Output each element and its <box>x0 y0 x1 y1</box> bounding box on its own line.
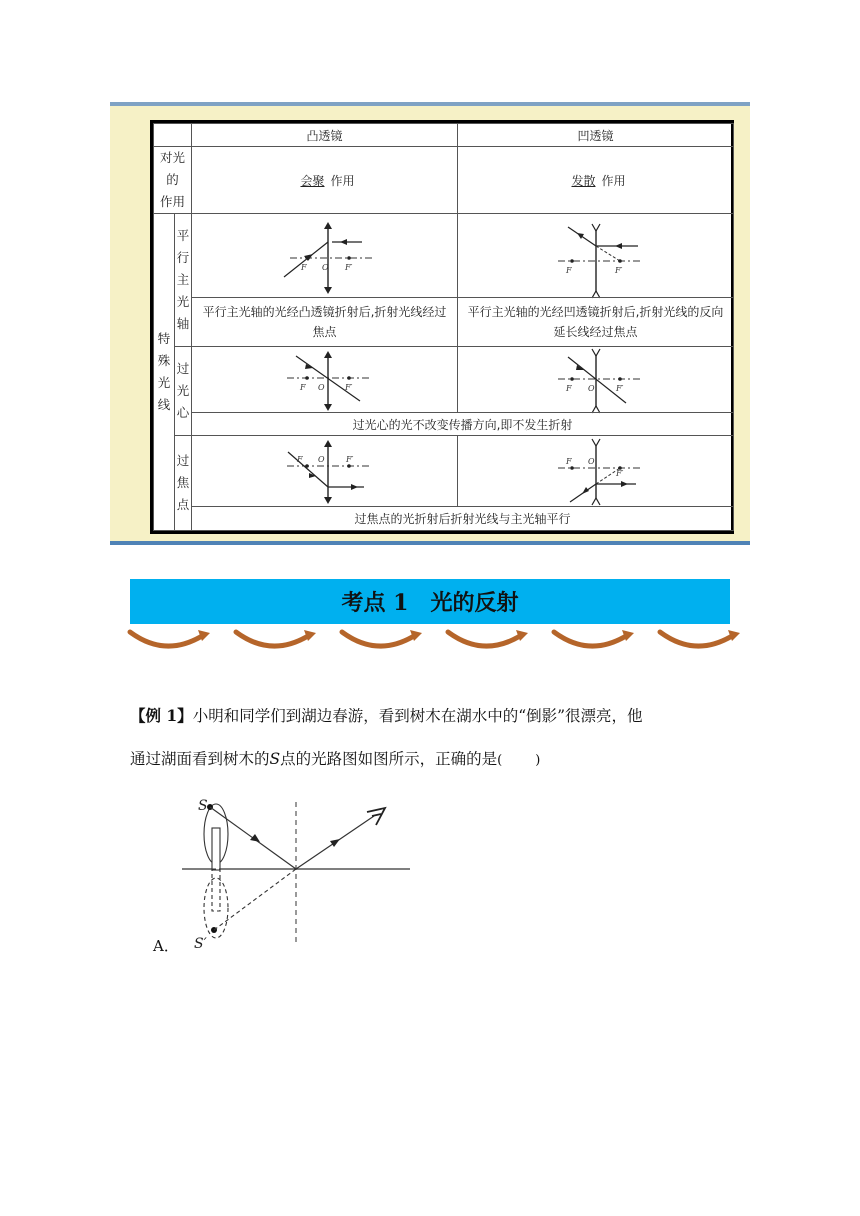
point-s-label: S <box>198 798 208 814</box>
svg-text:F: F <box>297 455 303 464</box>
header-concave: 凹透镜 <box>457 123 734 147</box>
eye-icon <box>367 808 385 825</box>
svg-text:O: O <box>322 263 329 272</box>
reflection-figure-a <box>150 790 420 960</box>
svg-text:F′: F′ <box>345 263 353 272</box>
example-tag: 【例 1】 <box>130 706 193 725</box>
focus-label: 过 焦 点 <box>174 435 192 531</box>
convex-parallel-desc: 平行主光轴的光经凸透镜折射后,折射光线经过焦点 <box>191 297 458 347</box>
concave-parallel-desc: 平行主光轴的光经凹透镜折射后,折射光线的反向延长线经过焦点 <box>457 297 734 347</box>
section-label: 考点 1 <box>341 590 409 616</box>
svg-text:O: O <box>588 457 595 466</box>
svg-text:F′: F′ <box>345 383 353 392</box>
svg-text:F: F <box>566 384 572 393</box>
svg-text:O: O <box>318 455 325 464</box>
example-question <box>130 694 740 782</box>
point-s-prime-label: S′ <box>194 936 207 952</box>
svg-text:F: F <box>300 383 306 392</box>
option-a-label: A． <box>153 937 179 955</box>
concave-parallel-diagram <box>457 213 734 298</box>
svg-text:F′: F′ <box>616 469 624 478</box>
svg-text:O: O <box>318 383 325 392</box>
frame-bottom-bar <box>110 541 750 545</box>
svg-text:F′: F′ <box>616 384 624 393</box>
concave-effect: 发散 作用 <box>457 146 734 214</box>
convex-center-diagram <box>191 346 458 413</box>
header-corner <box>153 123 192 147</box>
section-title: 光的反射 <box>430 590 519 616</box>
section-header <box>130 579 730 624</box>
center-label: 过 光 心 <box>174 346 192 436</box>
example-line-2: 通过湖面看到树木的S点的光路图如图所示，正确的是( ) <box>130 750 541 768</box>
concave-focus-diagram <box>457 435 734 507</box>
example-line-1: 【例 1】小明和同学们到湖边春游，看到树木在湖水中的“倒影”很漂亮，他 <box>130 706 643 725</box>
header-convex: 凸透镜 <box>191 123 458 147</box>
svg-text:F′: F′ <box>346 455 354 464</box>
row-label-effect: 对光 的 作用 <box>153 146 192 214</box>
svg-text:F: F <box>566 266 572 275</box>
svg-text:F′: F′ <box>615 266 623 275</box>
center-desc: 过光心的光不改变传播方向,即不发生折射 <box>191 412 734 436</box>
lens-table <box>150 120 734 534</box>
convex-parallel-diagram <box>191 213 458 298</box>
answer-blank: ( ) <box>497 753 541 768</box>
concave-effect-word: 发散 <box>571 173 596 188</box>
parallel-label: 平 行 主 光 轴 <box>174 213 192 347</box>
special-rays-label: 特 殊 光 线 <box>153 213 175 531</box>
decorative-arcs <box>120 624 750 658</box>
svg-text:O: O <box>588 384 595 393</box>
svg-text:F: F <box>301 263 307 272</box>
svg-text:F: F <box>566 457 572 466</box>
convex-effect: 会聚 作用 <box>191 146 458 214</box>
concave-center-diagram <box>457 346 734 413</box>
convex-focus-diagram <box>191 435 458 507</box>
focus-desc: 过焦点的光折射后折射光线与主光轴平行 <box>191 506 734 531</box>
convex-effect-word: 会聚 <box>300 173 325 188</box>
lens-table-image <box>110 102 750 545</box>
